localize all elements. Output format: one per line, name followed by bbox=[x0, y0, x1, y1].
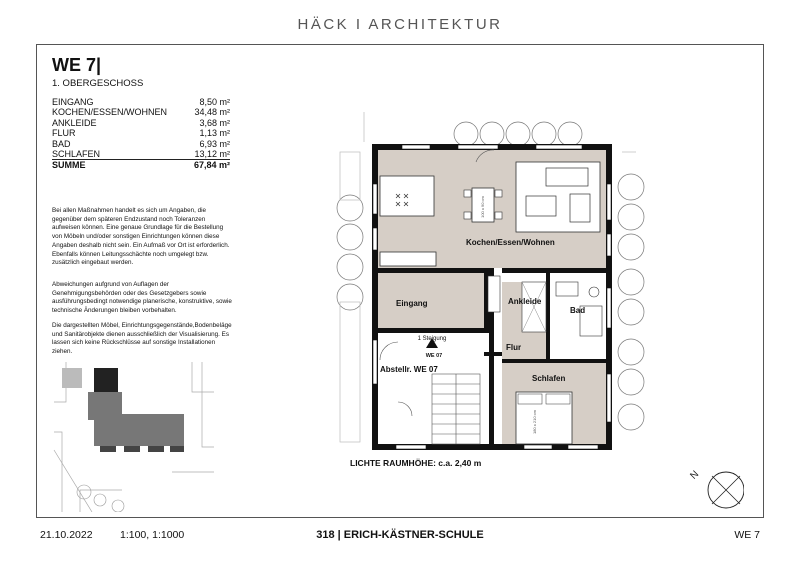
disclaimer-note-3: Die dargestellten Möbel, Einrichtungsgegenstände,Bodenbeläge und Sanitärobjekte dienen ausschließlich der Visualisierung. Es lassen sich keine Rückschlüsse auf sonstige Installationen ziehen. bbox=[52, 322, 232, 356]
area-value: 8,50 m² bbox=[199, 97, 230, 107]
compass-icon bbox=[682, 462, 744, 516]
area-value: 1,13 m² bbox=[199, 128, 230, 139]
brand-header: HÄCK I ARCHITEKTUR bbox=[297, 16, 503, 33]
area-name: BAD bbox=[52, 138, 71, 149]
footer-scale: 1:100, 1:1000 bbox=[120, 529, 185, 541]
site-plan bbox=[52, 362, 214, 512]
area-total-value: 67,84 m² bbox=[193, 160, 230, 171]
bed-size-label: 180 x 210 cm bbox=[532, 409, 537, 435]
area-value: 13,12 m² bbox=[194, 149, 230, 160]
room-label-living: Kochen/Essen/Wohnen bbox=[466, 238, 555, 247]
room-label-hall: Flur bbox=[506, 343, 522, 352]
table-size-label: 100 x 90 cm bbox=[480, 196, 485, 218]
area-value: 3,68 m² bbox=[199, 117, 230, 128]
footer-unit: WE 7 bbox=[734, 529, 760, 541]
area-value: 6,93 m² bbox=[199, 138, 230, 149]
area-row bbox=[52, 149, 230, 160]
disclaimer-note-2: Abweichungen aufgrund von Auflagen der Genehmigungsbehörden oder des Gesetzgebers sowie ausführungsbedingt notwendige planerische, konstruktive, sowie technische Änderungen bleiben vorbehalten. bbox=[52, 281, 232, 315]
area-table bbox=[52, 97, 230, 171]
room-label-bedroom: Schlafen bbox=[532, 374, 566, 383]
footer-project: 318 | ERICH-KÄSTNER-SCHULE bbox=[316, 529, 484, 541]
disclaimer-note-1: Bei allen Maßnahmen handelt es sich um Angaben, die gegenüber dem späteren Endzustand noch Toleranzen aufweisen können. Eine genaue Grundlage für die Bestellung von Möbeln und/oder sonstigen Einrichtungen können diese Angaben deshalb nicht sein. Ein Aufmaß vor Ort ist erforderlich. Ebenfalls können Leitungsschächte noch umgelegt bzw. zusätzlich eingebaut werden. bbox=[52, 207, 230, 267]
area-total-row bbox=[52, 160, 230, 170]
area-name: KOCHEN/ESSEN/WOHNEN bbox=[52, 107, 168, 118]
ceiling-height-label: LICHTE RAUMHÖHE: c.a. 2,40 m bbox=[350, 458, 482, 468]
room-label-bath: Bad bbox=[570, 306, 586, 315]
unit-title: WE 7| bbox=[52, 55, 102, 75]
room-label-dressing: Ankleide bbox=[508, 297, 542, 306]
step-label: 1 Steigung bbox=[417, 336, 447, 342]
room-label-storage: Abstellr. WE 07 bbox=[380, 365, 438, 374]
area-total-name: SUMME bbox=[52, 160, 86, 171]
area-row bbox=[52, 107, 230, 117]
unit-marker: WE 07 bbox=[425, 353, 443, 359]
area-name: FLUR bbox=[52, 128, 76, 139]
area-name: ANKLEIDE bbox=[52, 117, 97, 128]
compass-north-label: N bbox=[688, 468, 702, 482]
area-row bbox=[52, 97, 230, 107]
area-row bbox=[52, 118, 230, 128]
area-name: SCHLAFEN bbox=[52, 149, 101, 160]
floor-plan bbox=[336, 112, 648, 457]
area-row bbox=[52, 128, 230, 138]
area-name: EINGANG bbox=[52, 97, 94, 107]
floor-plan-drawing bbox=[336, 112, 648, 457]
area-row bbox=[52, 139, 230, 149]
room-label-entrance: Eingang bbox=[396, 299, 428, 308]
area-value: 34,48 m² bbox=[194, 107, 230, 118]
floor-label: 1. OBERGESCHOSS bbox=[52, 78, 144, 89]
footer-date: 21.10.2022 bbox=[40, 529, 93, 541]
